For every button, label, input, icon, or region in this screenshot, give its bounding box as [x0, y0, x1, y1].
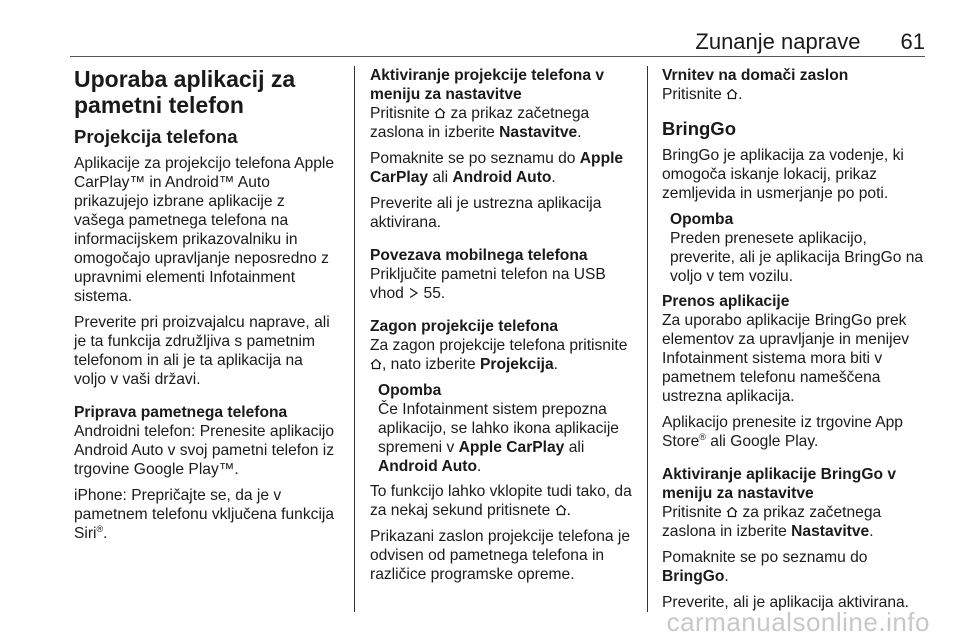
text: za prikaz začetnega zaslona in izberite — [370, 105, 590, 141]
column-1 — [74, 66, 336, 550]
text: . — [577, 124, 582, 141]
registered-mark: ® — [699, 431, 706, 442]
column-divider — [647, 66, 648, 612]
menu-term: Android Auto — [378, 458, 478, 475]
paragraph — [662, 413, 926, 451]
text: Če Infotainment sistem prepozna aplikacijo, se lahko ikona aplikacije spremeni v — [378, 401, 619, 456]
page-reference[interactable]: 55. — [423, 285, 446, 302]
heading: Priprava pametnega telefona — [74, 404, 288, 421]
text: Pomaknite se po seznamu do — [370, 150, 576, 167]
chapter-title: Zunanje naprave — [695, 29, 861, 54]
home-icon — [555, 504, 567, 516]
paragraph: Preverite pri proizvajalcu naprave, ali je ta funkcija združljiva s pametnim telefonom in ali je ta aplikacija na voljo v vaši državi. — [74, 314, 330, 388]
text: ali — [432, 169, 449, 186]
note-text: Preden prenesete aplikacijo, preverite, ali je aplikacija BringGo na voljo v tem vozilu. — [670, 230, 924, 285]
menu-term: BringGo — [662, 568, 725, 585]
heading: Vrnitev na domači zaslon — [662, 67, 849, 84]
paragraph — [370, 482, 635, 520]
text: Pomaknite se po seznamu do — [662, 549, 868, 566]
heading: Aktiviranje projekcije telefona v meniju za nastavitve — [370, 67, 604, 103]
paragraph: Preverite ali je ustrezna aplikacija aktivirana. — [370, 195, 602, 231]
section-title: Uporaba aplikacij za pametni telefon — [74, 66, 296, 118]
text: ali Google Play. — [710, 433, 819, 450]
page-reference-arrow-icon — [408, 287, 419, 299]
menu-term: Projekcija — [479, 356, 554, 373]
paragraph: Aplikacije za projekcijo telefona Apple CarPlay™ in Android™ Auto prikazujejo izbrane aplikacije z vašega pametnega telefona na informacijskem prikazovalniku in omogočajo upravljanje neposredno z upravnimi elementi Infotainment sistema. — [74, 155, 335, 305]
text: Za zagon projekcije telefona pritisnite — [370, 337, 628, 354]
heading: Povezava mobilnega telefona — [370, 247, 588, 264]
text: . — [553, 356, 558, 373]
text: ali — [568, 439, 585, 456]
text: iPhone: Prepričajte se, da je v pametnem telefonu vključena funkcija Siri — [74, 487, 335, 542]
menu-term: Android Auto — [452, 169, 552, 186]
subsection-title: BringGo — [662, 118, 736, 139]
text: . — [738, 86, 743, 103]
menu-term: Nastavitve — [499, 124, 578, 141]
text: . — [566, 502, 571, 519]
page-number: 61 — [900, 29, 925, 54]
paragraph — [370, 265, 635, 303]
text: . — [103, 525, 108, 542]
paragraph — [370, 104, 635, 142]
paragraph — [662, 503, 926, 541]
registered-mark: ® — [96, 523, 104, 534]
text: Aplikacijo prenesite iz trgovine App Store — [662, 414, 903, 450]
column-3 — [662, 66, 926, 619]
text: za prikaz začetnega zaslona in izberite — [662, 504, 882, 540]
paragraph — [74, 486, 336, 543]
text: Pritisnite — [662, 504, 722, 521]
home-icon — [726, 506, 738, 518]
menu-term: Nastavitve — [791, 523, 870, 540]
paragraph: Prikazani zaslon projekcije telefona je odvisen od pametnega telefona in različice programske opreme. — [370, 528, 631, 583]
text: . — [724, 568, 729, 585]
page-header — [70, 28, 925, 57]
menu-term: Apple CarPlay — [458, 439, 565, 456]
paragraph — [370, 149, 635, 187]
text: Priključite pametni telefon na USB vhod — [370, 266, 606, 302]
watermark: carmanualsonline.info — [666, 607, 930, 637]
paragraph: Za uporabo aplikacije BringGo prek elementov za upravljanje in menijev Infotainment sistema mora biti v pametnem telefonu nameščena ustrezna aplikacija. — [662, 312, 910, 405]
heading: Aktiviranje aplikacije BringGo v meniju za nastavitve — [662, 466, 896, 502]
note-box — [662, 210, 926, 286]
text: To funkcijo lahko vklopite tudi tako, da za nekaj sekund pritisnete — [370, 483, 632, 519]
text: . — [869, 523, 874, 540]
paragraph: BringGo je aplikacija za vodenje, ki omogoča iskanje lokacij, prikaz zemljevida in usmerjanje po poti. — [662, 147, 904, 202]
column-divider — [354, 66, 355, 612]
note-title: Opomba — [670, 211, 734, 228]
text: , nato izberite — [382, 356, 476, 373]
paragraph: Androidni telefon: Prenesite aplikacijo Android Auto v svoj pametni telefon iz trgovine Google Play™. — [74, 423, 335, 478]
column-2 — [370, 66, 635, 591]
paragraph — [662, 85, 926, 104]
paragraph — [662, 548, 926, 586]
text: . — [551, 169, 556, 186]
home-icon — [726, 88, 738, 100]
note-box — [370, 381, 635, 476]
note-title: Opomba — [378, 382, 442, 399]
subsection-title: Projekcija telefona — [74, 126, 238, 147]
menu-term: Apple CarPlay — [370, 150, 624, 186]
text: Pritisnite — [370, 105, 430, 122]
text: Pritisnite — [662, 86, 722, 103]
text: . — [477, 458, 482, 475]
paragraph — [370, 336, 635, 374]
home-icon — [370, 358, 382, 370]
heading: Zagon projekcije telefona — [370, 318, 559, 335]
home-icon — [434, 107, 446, 119]
note-text — [378, 400, 635, 476]
heading: Prenos aplikacije — [662, 293, 790, 310]
paragraph: Preverite, ali je aplikacija aktivirana. — [662, 594, 910, 611]
